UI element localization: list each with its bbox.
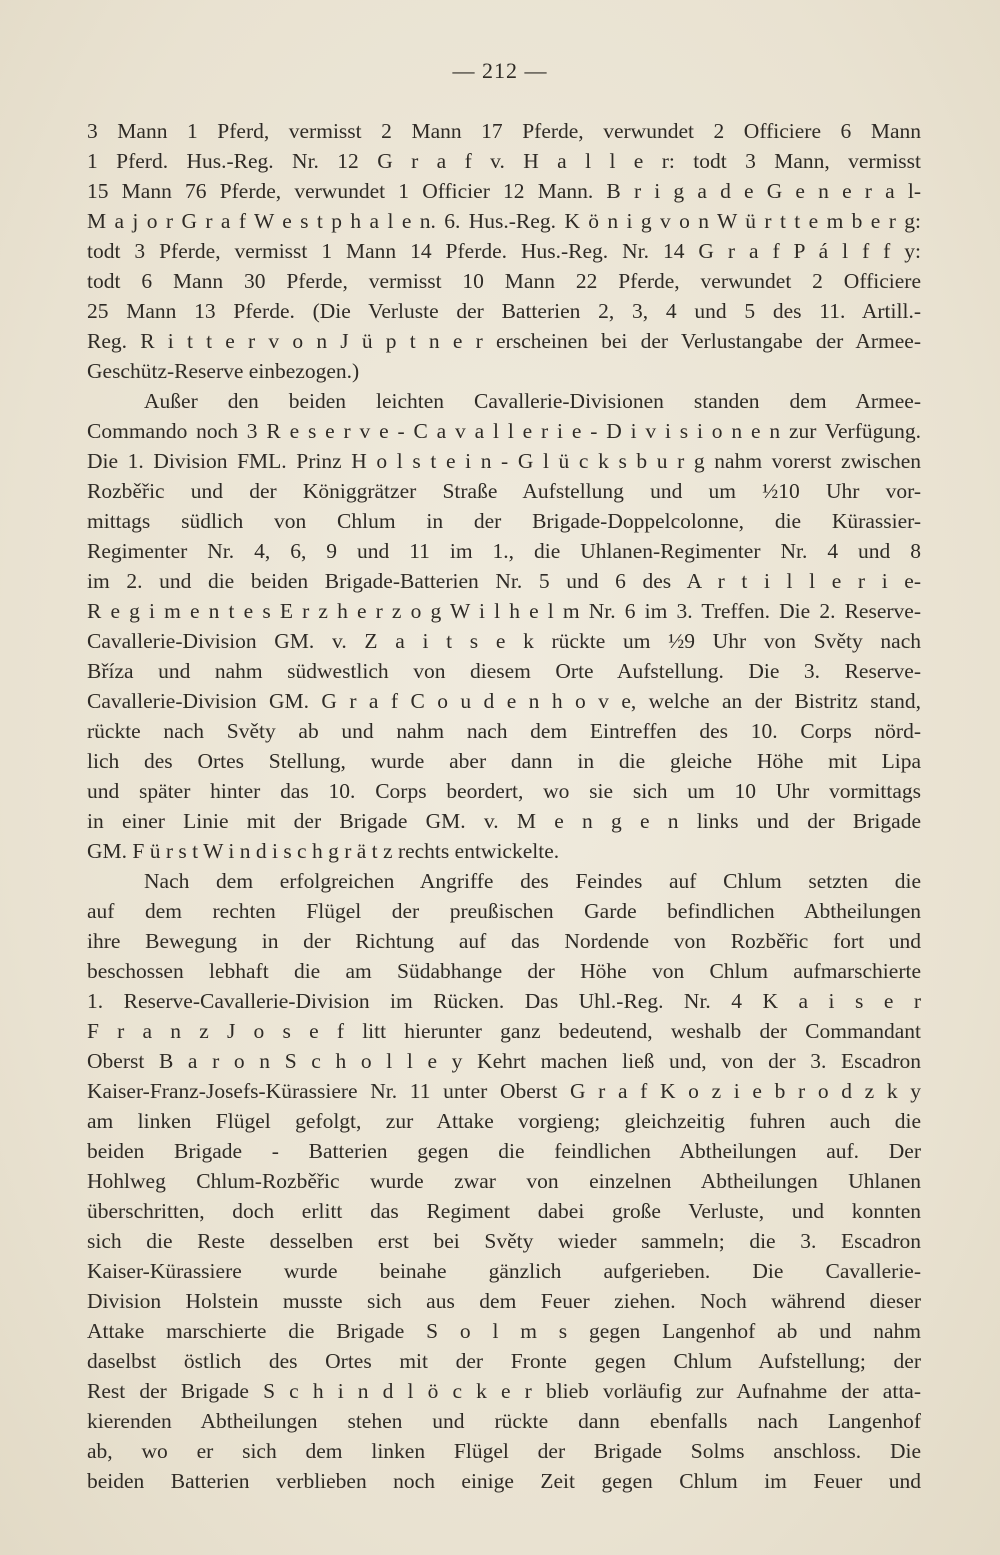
text-line: lich des Ortes Stellung, wurde aber dann in die gleiche Höhe mit Lipa xyxy=(87,749,921,773)
text-line: Commando noch 3 R e s e r v e - C a v a l l e r i e - D i v i s i o n e n zur Verfügung. xyxy=(87,419,921,443)
text-line: todt 3 Pferde, vermisst 1 Mann 14 Pferde. Hus.-Reg. Nr. 14 G r a f P á l f f y: xyxy=(87,239,921,263)
text-line: Hohlweg Chlum-Rozběřic wurde zwar von einzelnen Abtheilungen Uhlanen xyxy=(87,1169,921,1193)
text-line: in einer Linie mit der Brigade GM. v. M e n g e n links und der Brigade xyxy=(87,809,921,833)
text-line: ihre Bewegung in der Richtung auf das Nordende von Rozběřic fort und xyxy=(87,929,921,953)
text-line: 1. Reserve-Cavallerie-Division im Rücken. Das Uhl.-Reg. Nr. 4 K a i s e r xyxy=(87,989,921,1013)
text-line: beschossen lebhaft die am Südabhange der Höhe von Chlum aufmarschierte xyxy=(87,959,921,983)
text-line: Die 1. Division FML. Prinz H o l s t e i n - G l ü c k s b u r g nahm vorerst zwischen xyxy=(87,449,921,473)
text-line: auf dem rechten Flügel der preußischen Garde befindlichen Abtheilungen xyxy=(87,899,921,923)
text-line: Division Holstein musste sich aus dem Feuer ziehen. Noch während dieser xyxy=(87,1289,921,1313)
text-line: sich die Reste desselben erst bei Světy wieder sammeln; die 3. Escadron xyxy=(87,1229,921,1253)
text-line: und später hinter das 10. Corps beordert, wo sie sich um 10 Uhr vormittags xyxy=(87,779,921,803)
text-line: im 2. und die beiden Brigade-Batterien Nr. 5 und 6 des A r t i l l e r i e- xyxy=(87,569,921,593)
text-line: Geschütz-Reserve einbezogen.) xyxy=(87,359,360,383)
text-line: Reg. R i t t e r v o n J ü p t n e r erscheinen bei der Verlustangabe der Armee- xyxy=(87,329,921,353)
text-line: 25 Mann 13 Pferde. (Die Verluste der Batterien 2, 3, 4 und 5 des 11. Artill.- xyxy=(87,299,921,323)
text-line: Nach dem erfolgreichen Angriffe des Feindes auf Chlum setzten die xyxy=(144,869,921,893)
body-text xyxy=(87,116,921,1496)
text-line: Oberst B a r o n S c h o l l e y Kehrt machen ließ und, von der 3. Escadron xyxy=(87,1049,921,1073)
text-line: Rest der Brigade S c h i n d l ö c k e r blieb vorläufig zur Aufnahme der atta- xyxy=(87,1379,921,1403)
text-line: rückte nach Světy ab und nahm nach dem Eintreffen des 10. Corps nörd- xyxy=(87,719,921,743)
text-line: Regimenter Nr. 4, 6, 9 und 11 im 1., die Uhlanen-Regimenter Nr. 4 und 8 xyxy=(87,539,921,563)
text-line: Cavallerie-Division GM. v. Z a i t s e k rückte um ½9 Uhr von Světy nach xyxy=(87,629,921,653)
page-number: — 212 — xyxy=(452,58,548,83)
text-line: 1 Pferd. Hus.-Reg. Nr. 12 G r a f v. H a l l e r: todt 3 Mann, vermisst xyxy=(87,149,921,173)
text-line: daselbst östlich des Ortes mit der Fronte gegen Chlum Aufstellung; der xyxy=(87,1349,921,1373)
text-line: am linken Flügel gefolgt, zur Attake vorgieng; gleichzeitig fuhren auch die xyxy=(87,1109,921,1133)
text-line: Außer den beiden leichten Cavallerie-Divisionen standen dem Armee- xyxy=(144,389,921,413)
text-line: beiden Batterien verblieben noch einige Zeit gegen Chlum im Feuer und xyxy=(87,1469,921,1493)
text-line: R e g i m e n t e s E r z h e r z o g W i l h e l m Nr. 6 im 3. Treffen. Die 2. Reserve- xyxy=(87,599,921,623)
text-line: Kaiser-Franz-Josefs-Kürassiere Nr. 11 unter Oberst G r a f K o z i e b r o d z k y xyxy=(87,1079,921,1103)
text-line: M a j o r G r a f W e s t p h a l e n. 6. Hus.-Reg. K ö n i g v o n W ü r t t e m b e r g: xyxy=(87,209,921,233)
text-line: GM. F ü r s t W i n d i s c h g r ä t z rechts entwickelte. xyxy=(87,839,560,863)
text-line: mittags südlich von Chlum in der Brigade-Doppelcolonne, die Kürassier- xyxy=(87,509,921,533)
text-line: überschritten, doch erlitt das Regiment dabei große Verluste, und konnten xyxy=(87,1199,921,1223)
text-line: kierenden Abtheilungen stehen und rückte dann ebenfalls nach Langenhof xyxy=(87,1409,921,1433)
text-line: F r a n z J o s e f litt hierunter ganz bedeutend, weshalb der Commandant xyxy=(87,1019,921,1043)
text-line: Cavallerie-Division GM. G r a f C o u d e n h o v e, welche an der Bistritz stand, xyxy=(87,689,921,713)
text-line: todt 6 Mann 30 Pferde, vermisst 10 Mann 22 Pferde, verwundet 2 Officiere xyxy=(87,269,921,293)
text-line: Attake marschierte die Brigade S o l m s gegen Langenhof ab und nahm xyxy=(87,1319,921,1343)
text-line: 15 Mann 76 Pferde, verwundet 1 Officier 12 Mann. B r i g a d e G e n e r a l- xyxy=(87,179,921,203)
text-line: 3 Mann 1 Pferd, vermisst 2 Mann 17 Pferde, verwundet 2 Officiere 6 Mann xyxy=(87,119,921,143)
text-line: Rozběřic und der Königgrätzer Straße Aufstellung und um ½10 Uhr vor- xyxy=(87,479,921,503)
text-line: Kaiser-Kürassiere wurde beinahe gänzlich aufgerieben. Die Cavallerie- xyxy=(87,1259,921,1283)
text-line: Bříza und nahm südwestlich von diesem Orte Aufstellung. Die 3. Reserve- xyxy=(87,659,921,683)
text-line: ab, wo er sich dem linken Flügel der Brigade Solms anschloss. Die xyxy=(87,1439,921,1463)
text-line: beiden Brigade - Batterien gegen die feindlichen Abtheilungen auf. Der xyxy=(87,1139,921,1163)
